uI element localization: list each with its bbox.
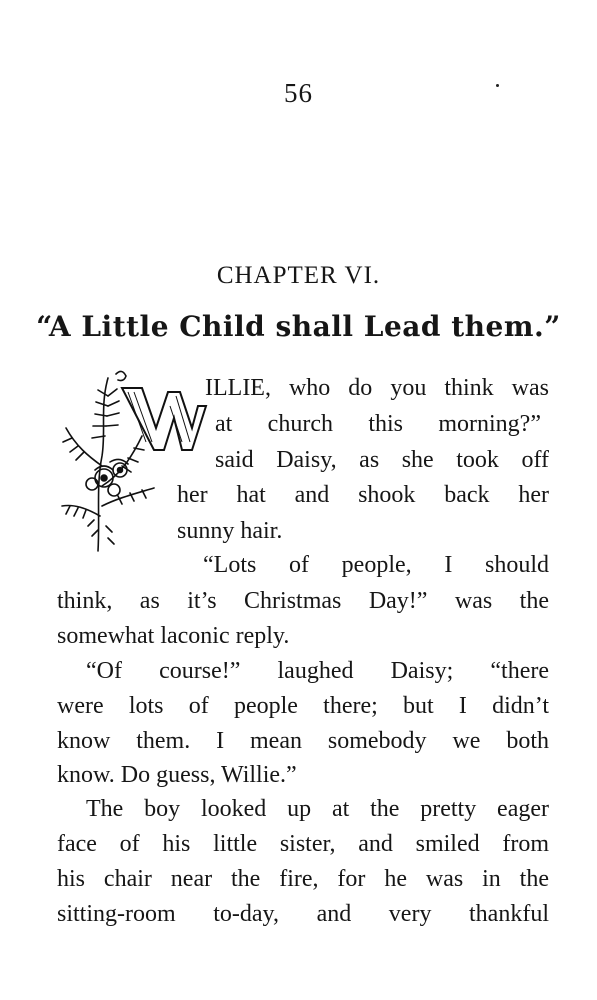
text-line: her hat and shook back her (177, 482, 549, 508)
text-line: “Lots of people, I should (203, 552, 549, 578)
text-line: ILLIE, who do you think was (205, 375, 549, 401)
text-line: his chair near the fire, for he was in the (57, 866, 549, 892)
text-line: at church this morning?” (215, 411, 541, 437)
text-line: The boy looked up at the pretty eager (86, 796, 549, 822)
text-line: said Daisy, as she took off (215, 447, 549, 473)
chapter-title: “A Little Child shall Lead them.” (36, 310, 561, 343)
text-line: know them. I mean somebody we both (57, 728, 549, 754)
text-line: were lots of people there; but I didn’t (57, 693, 549, 719)
text-line: know. Do guess, Willie.” (57, 762, 297, 788)
text-line: sitting-room to-day, and very thankful (57, 901, 549, 927)
page-number: 56 (284, 78, 313, 108)
text-line: sunny hair. (177, 518, 283, 544)
text-line: somewhat laconic reply. (57, 623, 290, 649)
text-line: face of his little sister, and smiled from (57, 831, 549, 857)
chapter-heading: CHAPTER VI. (216, 262, 381, 289)
text-line: think, as it’s Christmas Day!” was the (57, 588, 549, 614)
print-speck (496, 84, 499, 87)
text-line: “Of course!” laughed Daisy; “there (86, 658, 549, 684)
